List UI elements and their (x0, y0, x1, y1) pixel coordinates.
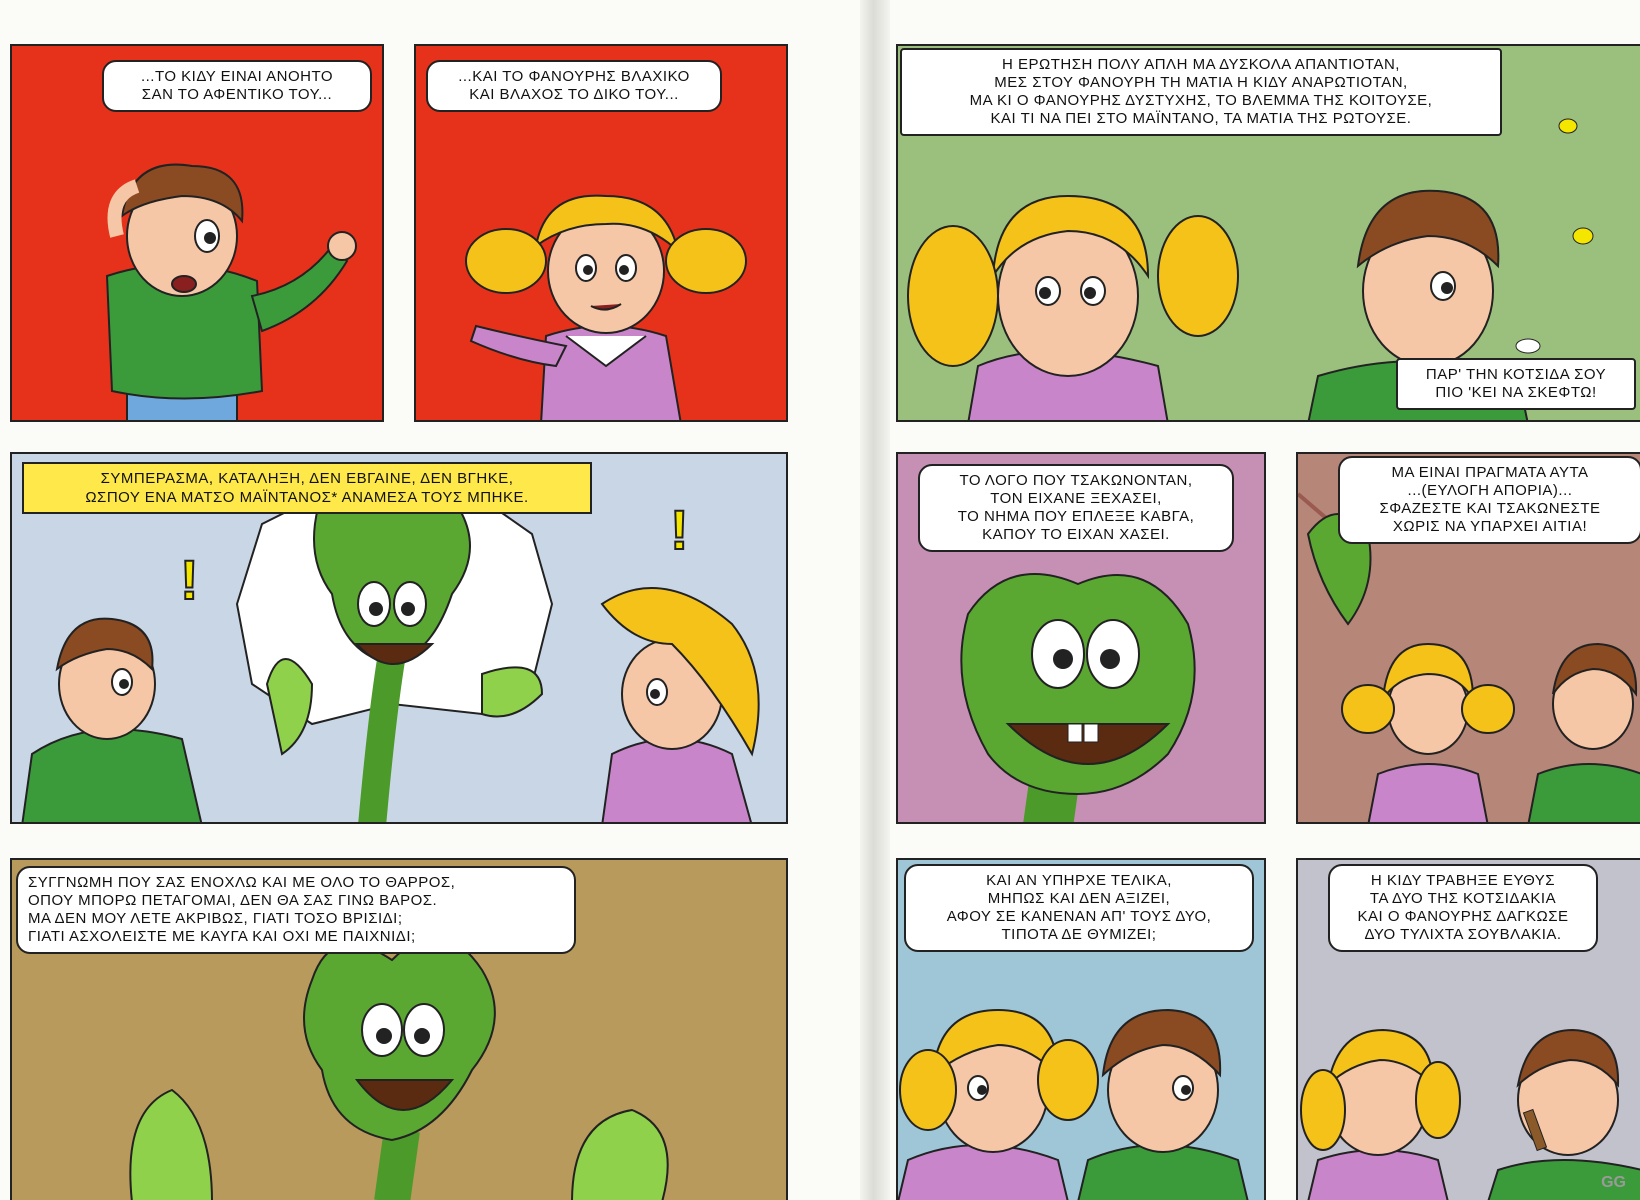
svg-text:!: ! (670, 498, 689, 561)
watermark: GG (1601, 1174, 1626, 1191)
panel-1 (10, 44, 384, 422)
speech-bubble: ΣΥΓΓΝΩΜΗ ΠΟΥ ΣΑΣ ΕΝΟΧΛΩ ΚΑΙ ΜΕ ΟΛΟ ΤΟ ΘΑΡΡΟΣ, ΟΠΟΥ ΜΠΟΡΩ ΠΕΤΑΓΟΜΑΙ, ΔΕΝ ΘΑ ΣΑΣ ΓΙΝΩ ΒΑΡΟΣ. ΜΑ ΔΕΝ ΜΟΥ ΛΕΤΕ ΑΚΡΙΒΩΣ, ΓΙΑΤΙ ΤΟΣΟ ΒΡΙΣΙΔΙ; ΓΙΑΤΙ ΑΣΧΟΛΕΙΣΤΕ ΜΕ ΚΑΥΓΑ ΚΑΙ ΟΧΙ ΜΕ ΠΑΙΧΝΙΔΙ; (16, 866, 576, 954)
panel-4 (10, 858, 788, 1200)
speech-bubble: ΤΟ ΛΟΓΟ ΠΟΥ ΤΣΑΚΩΝΟΝΤΑΝ, ΤΟΝ ΕΙΧΑΝΕ ΞΕΧΑΣΕΙ, ΤΟ ΝΗΜΑ ΠΟΥ ΕΠΛΕΞΕ ΚΑΒΓΑ, ΚΑΠΟΥ ΤΟ ΕΙΧΑΝ ΧΑΣΕΙ. (918, 464, 1234, 552)
speech-bubble: ΜΑ ΕΙΝΑΙ ΠΡΑΓΜΑΤΑ ΑΥΤΑ ...(ΕΥΛΟΓΗ ΑΠΟΡΙΑ)... ΣΦΑΖΕΣΤΕ ΚΑΙ ΤΣΑΚΩΝΕΣΤΕ ΧΩΡΙΣ ΝΑ ΥΠΑΡΧΕΙ ΑΙΤΙΑ! (1338, 456, 1640, 544)
speech-bubble: Η ΕΡΩΤΗΣΗ ΠΟΛΥ ΑΠΛΗ ΜΑ ΔΥΣΚΟΛΑ ΑΠΑΝΤΙΟΤΑΝ, ΜΕΣ ΣΤΟΥ ΦΑΝΟΥΡΗ ΤΗ ΜΑΤΙΑ Η ΚΙΔΥ ΑΝΑΡΩΤΙΟΤΑΝ, ΜΑ ΚΙ Ο ΦΑΝΟΥΡΗΣ ΔΥΣΤΥΧΗΣ, ΤΟ ΒΛΕΜΜΑ ΤΗΣ ΚΟΙΤΟΥΣΕ, ΚΑΙ ΤΙ ΝΑ ΠΕΙ ΣΤΟ ΜΑΪΝΤΑΝΟ, ΤΑ ΜΑΤΙΑ ΤΗΣ ΡΩΤΟΥΣΕ. (900, 48, 1502, 136)
speech-bubble: ...ΤΟ ΚΙΔΥ ΕΙΝΑΙ ΑΝΟΗΤΟ ΣΑΝ ΤΟ ΑΦΕΝΤΙΚΟ ΤΟΥ... (102, 60, 372, 112)
narration-caption: ΣΥΜΠΕΡΑΣΜΑ, ΚΑΤΑΛΗΞΗ, ΔΕΝ ΕΒΓΑΙΝΕ, ΔΕΝ ΒΓΗΚΕ, ΩΣΠΟΥ ΕΝΑ ΜΑΤΣΟ ΜΑΪΝΤΑΝΟΣ* ΑΝΑΜΕΣΑ ΤΟΥΣ ΜΠΗΚΕ. (22, 462, 592, 514)
panel-9 (1296, 858, 1640, 1200)
svg-text:!: ! (180, 548, 199, 611)
panel-2 (414, 44, 788, 422)
panel-3 (10, 452, 788, 824)
panel-5 (896, 44, 1640, 422)
book-gutter (860, 0, 890, 1200)
speech-bubble: Η ΚΙΔΥ ΤΡΑΒΗΞΕ ΕΥΘΥΣ ΤΑ ΔΥΟ ΤΗΣ ΚΟΤΣΙΔΑΚΙΑ ΚΑΙ Ο ΦΑΝΟΥΡΗΣ ΔΑΓΚΩΣΕ ΔΥΟ ΤΥΛΙΧΤΑ ΣΟΥΒΛΑΚΙΑ. (1328, 864, 1598, 952)
speech-bubble: ...ΚΑΙ ΤΟ ΦΑΝΟΥΡΗΣ ΒΛΑΧΙΚΟ ΚΑΙ ΒΛΑΧΟΣ ΤΟ ΔΙΚΟ ΤΟΥ... (426, 60, 722, 112)
speech-bubble: ΠΑΡ' ΤΗΝ ΚΟΤΣΙΔΑ ΣΟΥ ΠΙΟ 'ΚΕΙ ΝΑ ΣΚΕΦΤΩ! (1396, 358, 1636, 410)
panel-7 (1296, 452, 1640, 824)
panel-8 (896, 858, 1266, 1200)
speech-bubble: ΚΑΙ ΑΝ ΥΠΗΡΧΕ ΤΕΛΙΚΑ, ΜΗΠΩΣ ΚΑΙ ΔΕΝ ΑΞΙΖΕΙ, ΑΦΟΥ ΣΕ ΚΑΝΕΝΑΝ ΑΠ' ΤΟΥΣ ΔΥΟ, ΤΙΠΟΤΑ ΔΕ ΘΥΜΙΖΕΙ; (904, 864, 1254, 952)
panel-6 (896, 452, 1266, 824)
